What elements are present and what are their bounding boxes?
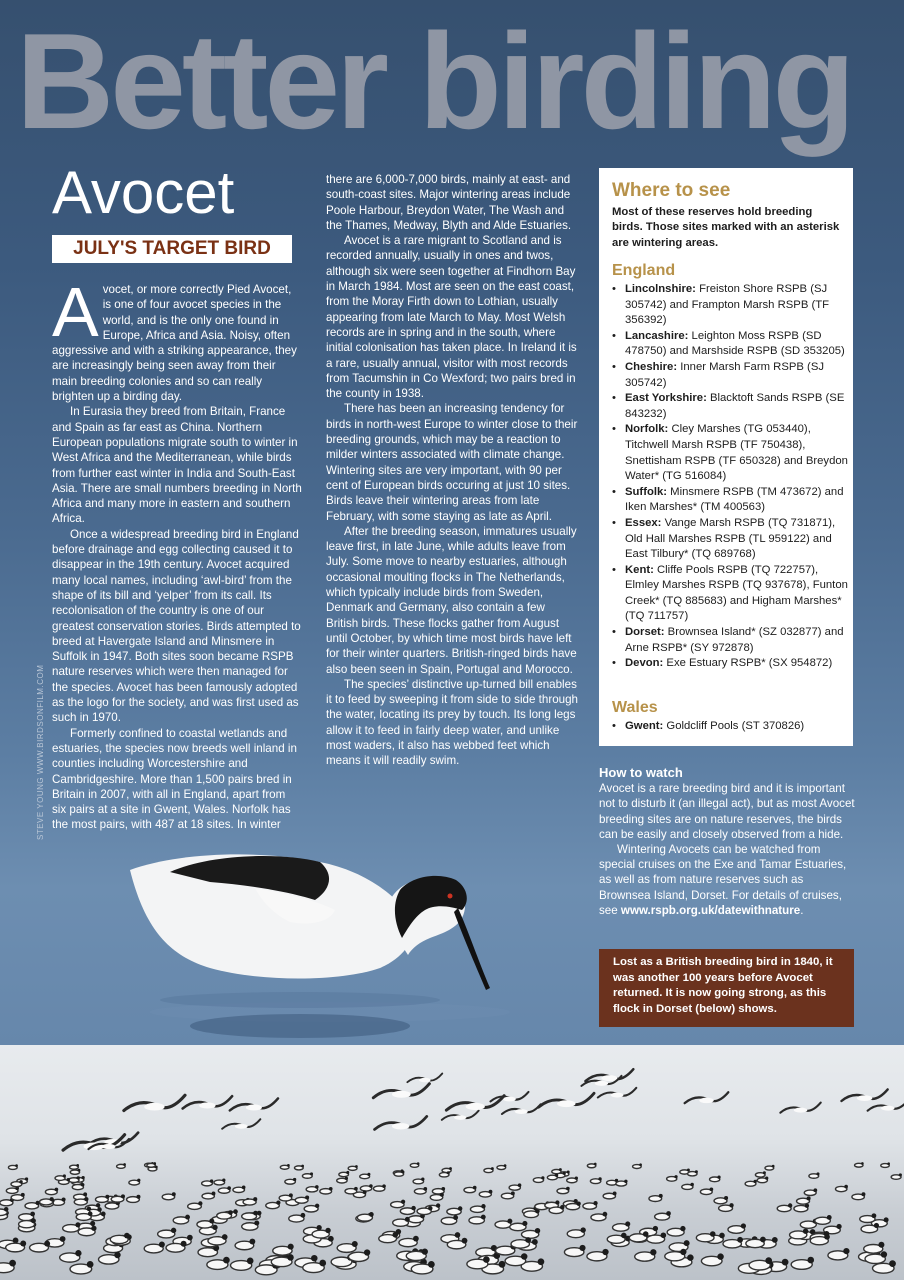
resting-avocet-head [579,1245,585,1251]
flying-avocet-body [503,1097,516,1102]
resting-avocet-head [185,1215,190,1220]
flying-avocet-body [794,1108,807,1113]
resting-avocet-head [719,1233,725,1239]
resting-avocet-head [824,1234,830,1240]
resting-avocet-head [782,1259,789,1266]
resting-avocet-head [62,1197,66,1201]
resting-avocet-head [481,1204,485,1208]
resting-avocet-head [311,1255,318,1262]
resting-avocet-head [90,1221,95,1226]
kicker-label: JULY'S TARGET BIRD [52,235,292,263]
body-paragraph: there are 6,000-7,000 birds, mainly at east- and south-coast sites. Major wintering areas include Poole Harbour, Breydon Water, The Wash and the Thames, Medway, Blyth and Alde Estuaries. [326,173,572,232]
resting-avocet-head [91,1226,96,1231]
resting-avocet-head [690,1183,694,1187]
resting-avocet-head [253,1197,257,1201]
resting-avocet-head [369,1212,374,1217]
resting-avocet-head [212,1191,216,1195]
resting-avocet-head [639,1163,642,1166]
resting-avocet-head [729,1203,733,1207]
resting-avocet-head [504,1164,507,1167]
resting-avocet-head [659,1194,663,1198]
resting-avocet-head [453,1215,458,1220]
resting-avocet-head [367,1173,370,1176]
resting-avocet-head [737,1237,743,1243]
resting-avocet-head [20,1241,26,1247]
resting-avocet-head [181,1241,187,1247]
resting-avocet-head [483,1256,490,1263]
list-item: • Gwent: Goldcliff Pools (ST 370826) [612,719,848,735]
resting-avocet-head [541,1176,544,1179]
article-column-2 [326,172,578,769]
resting-avocet-head [455,1232,461,1238]
list-item: • Devon: Exe Estuary RSPB* (SX 954872) [612,656,848,672]
resting-avocet-head [872,1213,877,1218]
resting-avocet-head [317,1225,322,1230]
resting-avocet-head [788,1203,792,1207]
resting-avocet-head [441,1187,445,1191]
resting-avocet-head [325,1228,330,1233]
flying-avocet-body [515,1109,528,1114]
resting-avocet-head [566,1187,570,1191]
resting-avocet-head [807,1196,811,1200]
resting-avocet-head [88,1211,93,1216]
resting-avocet-head [105,1195,109,1199]
intro-paragraph: Avocet, or more correctly Pied Avocet, is one of four avocet species in the world, and is the only one found in Europe, Africa and Asia. Noisy, often aggressive and with a striking appearance, they are increasingly being seen away from their main breeding colonies and so can really brighten up a birding day. [52,273,297,404]
resting-avocet-head [687,1169,690,1172]
resting-avocet-head [101,1212,106,1217]
flock-photo [0,1045,904,1280]
resting-avocet-head [449,1167,452,1170]
resting-avocet-head [50,1197,54,1201]
resting-avocet-head [288,1244,294,1250]
resting-avocet-head [458,1206,463,1211]
flying-avocet-body [199,1102,215,1108]
resting-avocet-head [661,1232,667,1238]
resting-avocet-head [114,1252,120,1258]
list-item: • Essex: Vange Marsh RSPB (TQ 731871), Old Hall Marshes RSPB (TL 959122) and East Tilbury* (TQ 689768) [612,516,848,563]
resting-avocet-head [862,1192,866,1196]
resting-avocet-head [159,1242,165,1248]
resting-avocet-head [522,1221,527,1226]
resting-avocet-head [209,1218,214,1223]
resting-avocet-head [83,1192,87,1196]
resting-avocet-head [328,1236,334,1242]
resting-avocet-head [428,1261,435,1268]
list-item: • East Yorkshire: Blacktoft Sands RSPB (SE 843232) [612,391,848,422]
resting-avocet-head [594,1163,597,1166]
resting-avocet-head [401,1171,404,1174]
resting-avocet-head [813,1188,817,1192]
flying-avocet-body [881,1106,894,1111]
flying-avocet-body [102,1144,115,1149]
flying-avocet-body [601,1075,617,1081]
resting-avocet-head [753,1180,756,1183]
resting-avocet-head [861,1162,864,1165]
article-column-1 [52,273,302,833]
where-to-see-heading: Where to see [612,180,731,201]
resting-avocet-head [598,1177,601,1180]
resting-avocet-head [97,1207,102,1212]
resting-avocet-head [772,1237,778,1243]
resting-avocet-head [560,1205,564,1209]
resting-avocet-head [803,1228,808,1233]
resting-avocet-head [77,1169,80,1172]
resting-avocet-head [489,1190,493,1194]
body-paragraph: Once a widespread breeding bird in England before drainage and egg collecting caused it to disappear in the 19th century. Avocet acquired many local names, including ‘awl-bird’ from the shape of its bill and ‘yelper’ from its call. Its recolonisation of the country is one of our greatest conservation stories. Birds attempted to breed at Havergate Island and Minsmere in Suffolk in 1947. Both sites soon became RSPB nature reserves which were then managed for the species. Avocet has been famously adopted as the logo for the society, and was first used as such in 1970. [52,527,301,725]
flying-avocet-body [246,1104,262,1110]
resting-avocet-head [77,1176,80,1179]
resting-avocet-head [717,1176,720,1179]
resting-avocet-head [710,1187,714,1191]
resting-avocet-head [491,1167,494,1170]
resting-avocet-head [305,1195,309,1199]
resting-avocet-head [765,1176,768,1179]
list-item: • Suffolk: Minsmere RSPB (TM 473672) and Iken Marshes* (TM 400563) [612,485,848,516]
resting-avocet-head [763,1171,766,1174]
avocet-photo [90,830,560,1045]
body-paragraph: Avocet is a rare migrant to Scotland and is recorded annually, usually in ones and twos, although six were seen together at Findhorn Bay in March 1984. Most are seen on the east coast, from the Moray Firth down to Lothian, usually appearing from late March to May. Most Welsh records are in spring and in the south, where initial colonisation has taken place. In Ireland it is a rare, usually annual, visitor with most records from Tacumshin in Co Wexford; two pairs bred in the county in 1938. [326,234,577,401]
resting-avocet-head [15,1164,18,1167]
where-to-see-intro: Most of these reserves hold breeding birds. Those sites marked with an asterisk are wintering areas. [612,206,840,249]
resting-avocet-head [319,1260,326,1267]
resting-avocet-head [559,1168,562,1171]
resting-avocet-head [436,1203,440,1207]
resting-avocet-head [198,1201,202,1205]
resting-avocet-head [75,1222,80,1227]
resting-avocet-head [593,1201,597,1205]
resting-avocet-head [411,1206,415,1210]
how-to-watch-heading: How to watch [599,765,683,780]
resting-avocet-head [254,1220,259,1225]
resting-avocet-head [881,1251,887,1257]
flying-avocet-body [857,1095,872,1101]
resting-avocet-head [87,1207,92,1212]
resting-avocet-head [247,1258,254,1265]
flying-avocet-body [454,1115,466,1120]
resting-avocet-head [687,1254,694,1261]
resting-avocet-head [233,1209,238,1214]
resting-avocet-head [447,1171,450,1174]
resting-avocet-head [462,1238,468,1244]
resting-avocet-head [301,1165,304,1168]
list-item: • Lancashire: Leighton Moss RSPB (SD 478750) and Marshside RSPB (SD 353205) [612,329,848,360]
resting-avocet-head [289,1193,293,1197]
resting-avocet-head [293,1178,296,1181]
resting-avocet-head [30,1212,35,1217]
resting-avocet-head [887,1162,890,1165]
resting-avocet-head [760,1237,766,1243]
resting-avocet-head [481,1215,486,1220]
resting-avocet-head [765,1257,772,1264]
resting-avocet-head [329,1187,333,1191]
resting-avocet-head [518,1183,522,1187]
resting-avocet-head [507,1219,512,1224]
resting-avocet-head [653,1226,658,1231]
flying-avocet-body [557,1100,575,1107]
resting-avocet-head [625,1221,630,1226]
resting-avocet-head [172,1192,176,1196]
resting-avocet-head [354,1187,358,1191]
resting-avocet-head [843,1248,849,1254]
resting-avocet-head [123,1163,126,1166]
resting-avocet-head [81,1183,85,1187]
body-paragraph: Formerly confined to coastal wetlands and estuaries, the species now breeds well inland in counties including Worcestershire and Cambridgeshire. More than 1,500 pairs bred in Britain in 2007, with all in England, apart from six pairs at a site in Gwent, Wales. Norfolk has the most pairs, with 487 at 18 sites. In winter [52,726,297,832]
resting-avocet-head [369,1184,373,1188]
resting-avocet-head [710,1231,716,1237]
resting-avocet-head [187,1235,193,1241]
masthead: Better birding [16,5,852,157]
resting-avocet-head [223,1257,230,1264]
flying-avocet-body [595,1081,608,1086]
dropcap: A [52,273,99,351]
resting-avocet-head [55,1188,59,1192]
resting-avocet-head [666,1211,671,1216]
resting-avocet-head [121,1194,125,1198]
list-item: • Kent: Cliffe Pools RSPB (TQ 722757), Elmley Marshes RSPB (TQ 937678), Funton Creek* (TQ 885683) and Higham Marshes* (TQ 711757) [612,563,848,625]
resting-avocet-head [624,1180,627,1183]
resting-avocet-head [417,1162,420,1165]
resting-avocet-head [153,1162,156,1165]
resting-avocet-head [171,1228,176,1233]
resting-avocet-head [602,1249,608,1255]
body-paragraph: After the breeding season, immatures usually leave first, in late June, while adults leave from July. Some move to nearby estuaries, although occasional moulting flocks in The Netherlands, which typically include birds from Sweden, Denmark and Germany, also contain a few British birds. These flocks gather from August until October, by which time most birds have left for their winter quarters. British-ringed birds have also been seen in Spain, Portugal and Morocco. [326,524,577,676]
wales-site-list [612,719,848,735]
resting-avocet-head [352,1241,358,1247]
how-to-watch-paragraph: Wintering Avocets can be watched from special cruises on the Exe and Tamar Estuaries, as well as from nature reserves such as Brownsea Island, Dorset. For details of cruises, see www.rspb.org.uk/datewithnature. [599,843,847,917]
list-item: • Norfolk: Cley Marshes (TG 053440), Titchwell Marsh RSPB (TF 750438), Snettisham RSPB (TF 650328) and Breydon Water* (TG 516084) [612,422,848,484]
resting-avocet-head [532,1239,538,1245]
flying-avocet-body [699,1098,714,1103]
resting-avocet-head [4,1207,9,1212]
resting-avocet-head [346,1171,349,1174]
resting-avocet-head [301,1213,306,1218]
resting-avocet-head [76,1164,79,1167]
resting-avocet-head [13,1238,19,1244]
body-paragraph: In Eurasia they breed from Britain, France and Spain as far east as China. Northern European populations migrate south to winter in West Africa and the Mediterranean, while birds from further east winter in India and South-East Asia. There are small numbers breeding in North Africa and many more in eastern and southern Africa. [52,405,302,526]
resting-avocet-head [643,1231,649,1237]
resting-avocet-head [210,1179,213,1182]
resting-avocet-head [310,1172,313,1175]
flying-avocet-body [392,1091,411,1098]
resting-avocet-head [684,1240,690,1246]
resting-avocet-head [440,1193,444,1197]
flying-avocet-body [144,1103,164,1111]
resting-avocet-head [249,1239,255,1245]
rspb-link[interactable]: www.rspb.org.uk/datewithnature [620,903,801,917]
resting-avocet-head [31,1218,36,1223]
resting-avocet-head [680,1226,685,1231]
region-heading-wales: Wales [612,699,658,716]
resting-avocet-head [19,1180,22,1183]
resting-avocet-head [228,1210,233,1215]
resting-avocet-head [428,1206,432,1210]
body-paragraph: There has been an increasing tendency for birds in north-west Europe to winter close to their breeding grounds, which may be a reaction to milder winters associated with climate change. Wintering sites are very important, with 90 per cent of European birds occuring at just 10 sites. Birds leave their wintering areas from late February, with some staying as late as April. [326,402,578,523]
resting-avocet-head [136,1195,140,1199]
resting-avocet-head [25,1177,28,1180]
resting-avocet-head [421,1178,424,1181]
resting-avocet-head [473,1186,477,1190]
resting-avocet-head [422,1248,428,1254]
resting-avocet-head [392,1232,398,1238]
resting-avocet-head [555,1174,558,1177]
resting-avocet-head [580,1227,585,1232]
resting-avocet-head [874,1223,879,1228]
resting-avocet-head [807,1257,814,1264]
resting-avocet-head [816,1172,819,1175]
photo-credit: STEVE YOUNG WWW.BIRDSONFILM.COM [36,664,45,840]
resting-avocet-head [345,1177,348,1180]
resting-avocet-head [878,1242,884,1248]
resting-avocet-head [884,1217,889,1222]
england-site-list [612,282,848,672]
flock-illustration [0,1045,904,1280]
caption-box: Lost as a British breeding bird in 1840, it was another 100 years before Avocet returned. It is now going strong, as this flock in Dorset (below) shows. [599,949,854,1027]
list-item: • Cheshire: Inner Marsh Farm RSPB (SJ 305742) [612,360,848,391]
flying-avocet-body [466,1103,485,1110]
resting-avocet-head [576,1202,580,1206]
resting-avocet-head [899,1173,902,1176]
flying-avocet-body [611,1093,624,1098]
resting-avocet-head [674,1175,677,1178]
resting-avocet-head [724,1196,728,1200]
resting-avocet-head [413,1236,419,1242]
where-to-see-box [599,168,853,746]
resting-avocet-head [535,1228,540,1233]
resting-avocet-head [741,1223,746,1228]
list-item: • Lincolnshire: Freiston Shore RSPB (SJ 305742) and Frampton Marsh RSPB (TF 356392) [612,282,848,329]
resting-avocet-head [538,1258,545,1265]
article-title: Avocet [52,159,235,226]
resting-avocet-head [137,1179,140,1182]
resting-avocet-head [355,1165,358,1168]
resting-avocet-head [9,1260,16,1267]
resting-avocet-head [499,1261,506,1268]
resting-avocet-head [96,1203,100,1207]
resting-avocet-head [650,1249,656,1255]
resting-avocet-head [555,1200,559,1204]
resting-avocet-head [563,1172,566,1175]
how-to-watch-paragraph: Avocet is a rare breeding bird and it is important not to disturb it (an illegal act), but as most Avocet breeding sites are on nature reserves, the birds can be easily and closely observed from a hide. [599,782,855,841]
resting-avocet-head [827,1215,832,1220]
resting-avocet-head [695,1170,698,1173]
flying-avocet-body [392,1123,409,1130]
resting-avocet-head [613,1191,617,1195]
resting-avocet-head [889,1260,896,1267]
resting-avocet-head [844,1185,848,1189]
resting-avocet-head [21,1193,25,1197]
resting-avocet-head [222,1234,228,1240]
resting-avocet-head [772,1165,775,1168]
resting-avocet-head [67,1178,70,1181]
resting-avocet-head [276,1201,280,1205]
resting-avocet-head [227,1186,231,1190]
resting-avocet-head [680,1249,686,1255]
resting-avocet-head [315,1204,319,1208]
flying-avocet-body [419,1078,431,1082]
resting-avocet-head [222,1179,225,1182]
resting-avocet-head [82,1176,85,1179]
resting-avocet-head [287,1164,290,1167]
resting-avocet-head [382,1184,386,1188]
how-to-watch-section [599,765,857,918]
resting-avocet-head [511,1191,515,1195]
resting-avocet-head [60,1236,66,1242]
resting-avocet-head [603,1212,608,1217]
resting-avocet-head [253,1211,258,1216]
resting-avocet-head [84,1197,88,1201]
resting-avocet-head [364,1249,370,1255]
resting-avocet-head [87,1261,94,1268]
resting-avocet-head [521,1253,527,1259]
resting-avocet-head [315,1185,319,1189]
resting-avocet-head [575,1177,578,1180]
resting-avocet-head [401,1200,405,1204]
resting-avocet-head [717,1253,723,1259]
resting-avocet-head [621,1233,627,1239]
resting-avocet-head [405,1217,410,1222]
resting-avocet-head [63,1174,66,1177]
resting-avocet-head [242,1186,246,1190]
resting-avocet-head [124,1233,130,1239]
resting-avocet-head [75,1250,81,1256]
flying-avocet-body [235,1124,248,1129]
region-heading-england: England [612,262,676,279]
resting-avocet-head [836,1224,841,1229]
body-paragraph: The species’ distinctive up-turned bill enables it to feed by sweeping it from side to side through the water, locating its prey by touch. Its long legs allow it to feed in fairly deep water, and unlike most waders, it also has webbed feet which means it will readily swim. [326,677,578,768]
list-item: • Dorset: Brownsea Island* (SZ 032877) and Arne RSPB* (SY 972878) [612,625,848,656]
resting-avocet-head [44,1241,50,1247]
resting-avocet-head [525,1237,531,1243]
resting-avocet-head [363,1190,367,1194]
resting-avocet-head [423,1187,427,1191]
resting-avocet-head [287,1254,294,1261]
resting-avocet-head [567,1171,570,1174]
